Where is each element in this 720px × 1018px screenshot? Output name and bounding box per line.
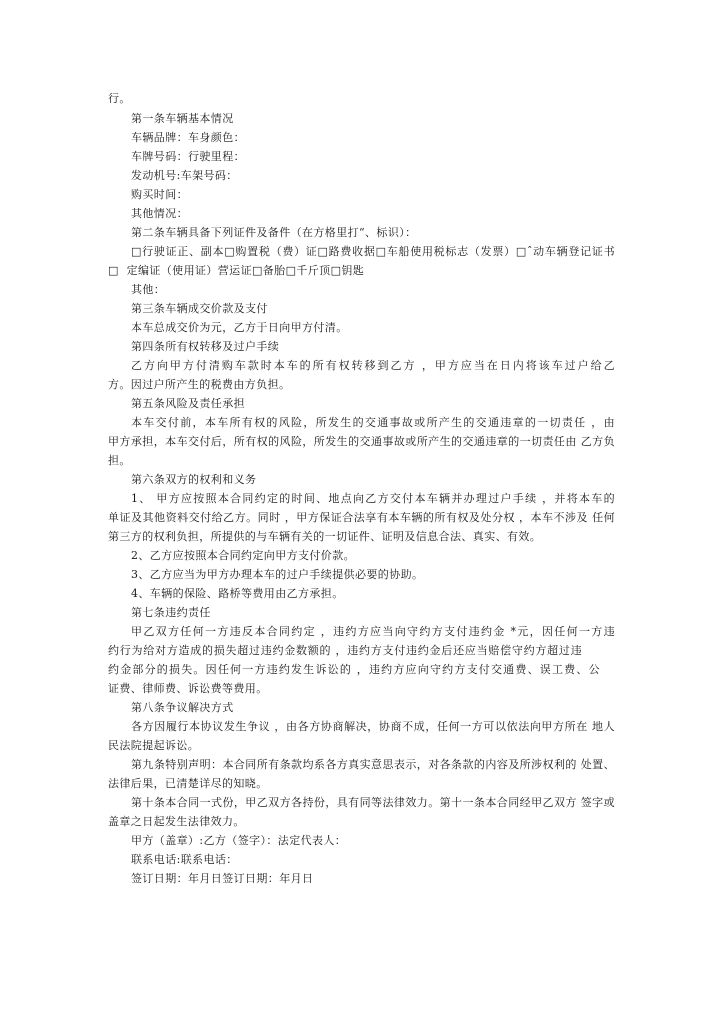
section-heading-4: 第四条所有权转移及过户手续 — [131, 340, 280, 353]
text-line-18: 本车交付前，本车所有权的风险，所发生的交通事故或所产生的交通违章的一切责任 ，由 — [131, 416, 615, 429]
text-line-36: 第九条特别声明：本合同所有条款均系各方真实意思表示，对各条款的内容及所涉权利的 处置、 — [131, 758, 615, 771]
text-line-38: 第十条本合同一式份，甲乙双方各持份，具有同等法律效力。第十一条本合同经甲乙双方 签字或 — [131, 796, 615, 809]
contact-phone-line: 联系电话:联系电话： — [131, 853, 238, 866]
text-line-39: 盖章之日起发生法律效力。 — [108, 815, 245, 828]
text-line-27: 4、车辆的保险、路桥等费用由乙方承担。 — [131, 587, 344, 600]
section-heading-3: 第三条车辆成交价款及支付 — [131, 302, 268, 315]
text-line-26: 3、乙方应当为甲方办理本车的过户手续提供必要的协助。 — [131, 568, 424, 581]
text-line-09: □行驶证正、副本□购置税（费）证□路费收据□车船使用税标志（发票）□ˆ动车辆登记证书 — [131, 245, 615, 258]
text-line-34: 各方因履行本协议发生争议 ，由各方协商解决，协商不成，任何一方可以依法向甲方所在 地人 — [131, 720, 615, 733]
text-line-22: 1、 甲方应按照本合同约定的时间、地点向乙方交付本车辆并办理过户手续 ，并将本车的 — [131, 492, 615, 505]
signing-date-line: 签订日期：年月日签订日期：年月日 — [131, 872, 314, 885]
text-line-11: 其他： — [131, 283, 166, 296]
text-line-25: 2、乙方应按照本合同约定向甲方支付价款。 — [131, 549, 355, 562]
text-line-23: 单证及其他资料交付给乙方。同时 ，甲方保证合法享有本车辆的所有权及处分权 ，本车不涉及 任何 — [108, 511, 615, 524]
text-line-37: 法律后果，已清楚详尽的知晓。 — [108, 777, 268, 790]
section-heading-1: 第一条车辆基本情况 — [131, 112, 234, 125]
text-line-06: 购买时间： — [131, 188, 188, 201]
text-line-10: □ 定编证（使用证）营运证□备胎□千斤顶□钥匙 — [108, 264, 365, 277]
text-line-03: 车辆品牌：车身颜色： — [131, 131, 245, 144]
section-heading-8: 第八条争议解决方式 — [131, 701, 234, 714]
text-line-35: 民法院提起诉讼。 — [108, 739, 200, 752]
text-line-31: 约金部分的损失。因任何一方违约发生诉讼的 ，违约方应向守约方支付交通费、误工费、公 — [108, 663, 600, 676]
text-line-04: 车牌号码：行驶里程： — [131, 150, 245, 163]
signature-party-line: 甲方（盖章）:乙方（签字）：法定代表人： — [131, 834, 347, 847]
text-line-30: 约行为给对方造成的损失超过违约金数额的 ，违约方支付违约金后还应当赔偿守约方超过违 — [108, 644, 582, 657]
text-line-29: 甲乙双方任何一方违反本合同约定 ，违约方应当向守约方支付违约金 *元，因任何一方违 — [131, 625, 615, 638]
text-line-05: 发动机号:车架号码： — [131, 169, 238, 182]
text-line-16: 方。因过户所产生的税费由方负担。 — [108, 378, 291, 391]
section-heading-7: 第七条违约责任 — [131, 606, 211, 619]
text-line-19: 甲方承担，本车交付后，所有权的风险，所发生的交通事故或所产生的交通违章的一切责任由 乙方负 — [108, 435, 615, 448]
section-heading-5: 第五条风险及责任承担 — [131, 397, 245, 410]
text-line-32: 证费、律师费、诉讼费等费用。 — [108, 682, 268, 695]
text-line-15: 乙方向甲方付清购车款时本车的所有权转移到乙方 ，甲方应当在日内将该车过户给乙 — [131, 359, 615, 372]
text-line-07: 其他情况： — [131, 207, 188, 220]
section-heading-6: 第六条双方的权利和义务 — [131, 473, 257, 486]
text-line-01: 行。 — [108, 92, 131, 105]
text-line-24: 第三方的权利负担，所提供的与车辆有关的一切证件、证明及信息合法、真实、有效。 — [108, 530, 542, 543]
section-heading-2: 第二条车辆具备下列证件及备件（在方格里打“、标识）： — [131, 226, 417, 239]
text-line-13: 本车总成交价为元，乙方于日向甲方付清。 — [131, 321, 348, 334]
text-line-20: 担。 — [108, 454, 131, 467]
